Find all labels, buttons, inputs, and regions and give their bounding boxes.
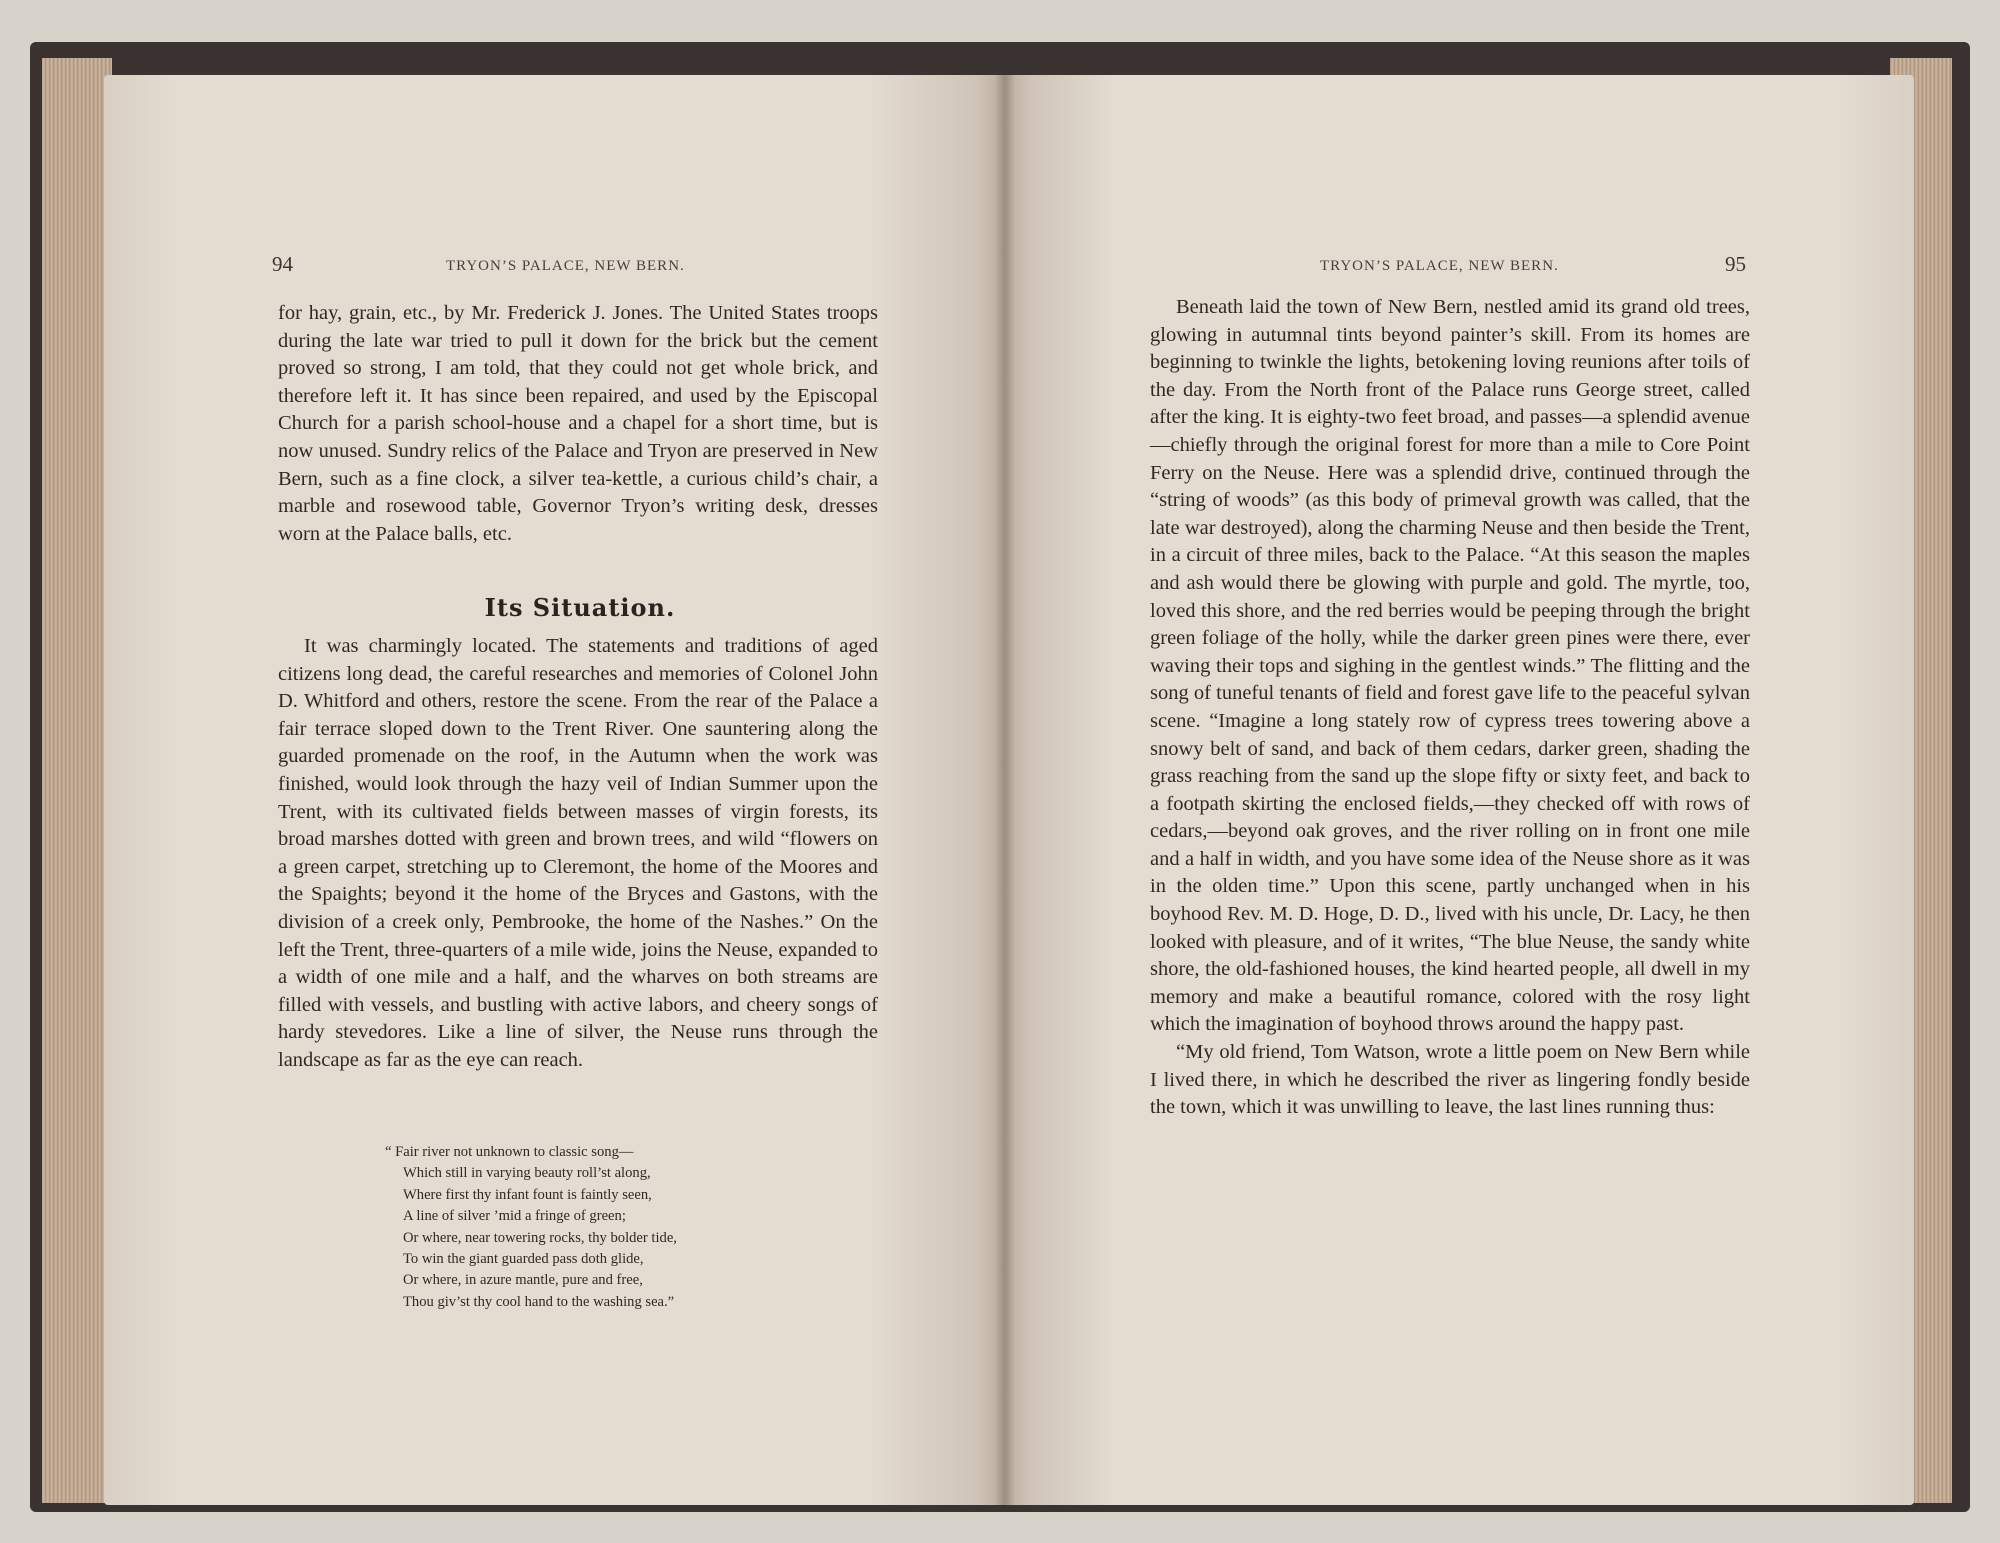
poem-line: Or where, near towering rocks, thy bolder tide, — [403, 1229, 677, 1246]
book-gutter — [995, 75, 1015, 1505]
section-heading: Its Situation. — [484, 593, 676, 622]
poem-block — [385, 1142, 805, 1313]
right-running-head: TRYON’S PALACE, NEW BERN. — [1320, 258, 1559, 274]
poem-line: To win the giant guarded pass doth glide, — [403, 1251, 644, 1268]
right-paragraph-1: Beneath laid the town of New Bern, nestled amid its grand old trees, glowing in autumnal tints beyond painter’s skill. From its homes are beginning to twinkle the lights, betokening loving reunions after toils of the day. From the North front of the Palace runs George street, called after the king. It is eighty-two feet broad, and passes—a splendid avenue—chiefly through the original forest for more than a mile to Core Point Ferry on the Neuse. Here was a splendid drive, continued through the “string of woods” (as this body of primeval growth was called, that the late war destroyed), along the charming Neuse and then beside the Trent, in a circuit of three miles, back to the Palace. “At this season the maples and ash would there be glowing with purple and gold. The myrtle, too, loved this shore, and the red berries would be peeping through the bright green foliage of the holly, while the darker green pines were there, ever waving their tops and sighing in the gentlest winds.” The flitting and the song of tuneful tenants of field and forest gave life to the peaceful sylvan scene. “Imagine a long stately row of cypress trees towering above a snowy belt of sand, and back of them cedars, darker green, shading the grass reaching from the sand up the slope fifty or sixty feet, and back to a footpath skirting the enclosed fields,—they checked off with rows of cedars,—beyond oak groves, and the river rolling on in front one mile and a half in width, and you have some idea of the Neuse shore as it was in the olden time.” Upon this scene, partly unchanged when in his boyhood Rev. M. D. Hoge, D. D., lived with his uncle, Dr. Lacy, he then looked with pleasure, and of it writes, “The blue Neuse, the sandy white shore, the old-fashioned houses, the kind hearted people, all dwell in my memory and make a beautiful romance, colored with the rosy light which the imagination of boyhood throws around the happy past. — [1150, 296, 1750, 1036]
poem-line: A line of silver ’mid a fringe of green; — [403, 1208, 626, 1225]
left-paragraph-1-block — [278, 300, 878, 548]
poem-line: “ Fair river not unknown to classic song— — [385, 1144, 634, 1160]
poem-line: Which still in varying beauty roll’st along, — [403, 1165, 651, 1182]
left-paragraph-1: for hay, grain, etc., by Mr. Frederick J. Jones. The United States troops during the late war tried to pull it down for the brick but the cement proved so strong, I am told, that they could not get whole brick, and therefore left it. It has since been repaired, and used by the Episcopal Church for a parish school-house and a chapel for a short time, but is now unused. Sundry relics of the Palace and Tryon are preserved in New Bern, such as a fine clock, a silver tea-kettle, a curious child’s chair, a marble and rosewood table, Governor Tryon’s writing desk, dresses worn at the Palace balls, etc. — [278, 302, 878, 545]
poem-line: Thou giv’st thy cool hand to the washing sea.” — [403, 1293, 675, 1310]
left-paragraph-2-block — [278, 633, 878, 1075]
poem-line: Or where, in azure mantle, pure and free, — [403, 1272, 643, 1289]
left-page-number: 94 — [272, 252, 293, 276]
right-paragraph-2: “My old friend, Tom Watson, wrote a little poem on New Bern while I lived there, in which he described the river as lingering fondly beside the town, which it was unwilling to leave, the last lines running thus: — [1150, 1041, 1750, 1119]
page-edges-left — [42, 58, 112, 1503]
left-paragraph-2: It was charmingly located. The statements and traditions of aged citizens long dead, the careful researches and memories of Colonel John D. Whitford and others, restore the scene. From the rear of the Palace a fair terrace sloped down to the Trent River. One sauntering along the guarded promenade on the roof, in the Autumn when the work was finished, would look through the hazy veil of Indian Summer upon the Trent, with its cultivated fields between masses of virgin forests, its broad marshes dotted with green and brown trees, and wild “flowers on a green carpet, stretching up to Cleremont, the home of the Moores and the Spaights; beyond it the home of the Bryces and Gastons, with the division of a creek only, Pembrooke, the home of the Nashes.” On the left the Trent, three-quarters of a mile wide, joins the Neuse, expanded to a width of one mile and a half, and the wharves on both streams are filled with vessels, and bustling with active labors, and cheery songs of hardy stevedores. Like a line of silver, the Neuse runs through the landscape as far as the eye can reach. — [278, 635, 878, 1071]
poem-line: Where first thy infant fount is faintly seen, — [403, 1186, 652, 1203]
left-running-head: TRYON’S PALACE, NEW BERN. — [446, 258, 685, 274]
right-text-block — [1150, 294, 1750, 1122]
right-page-number: 95 — [1725, 252, 1746, 276]
